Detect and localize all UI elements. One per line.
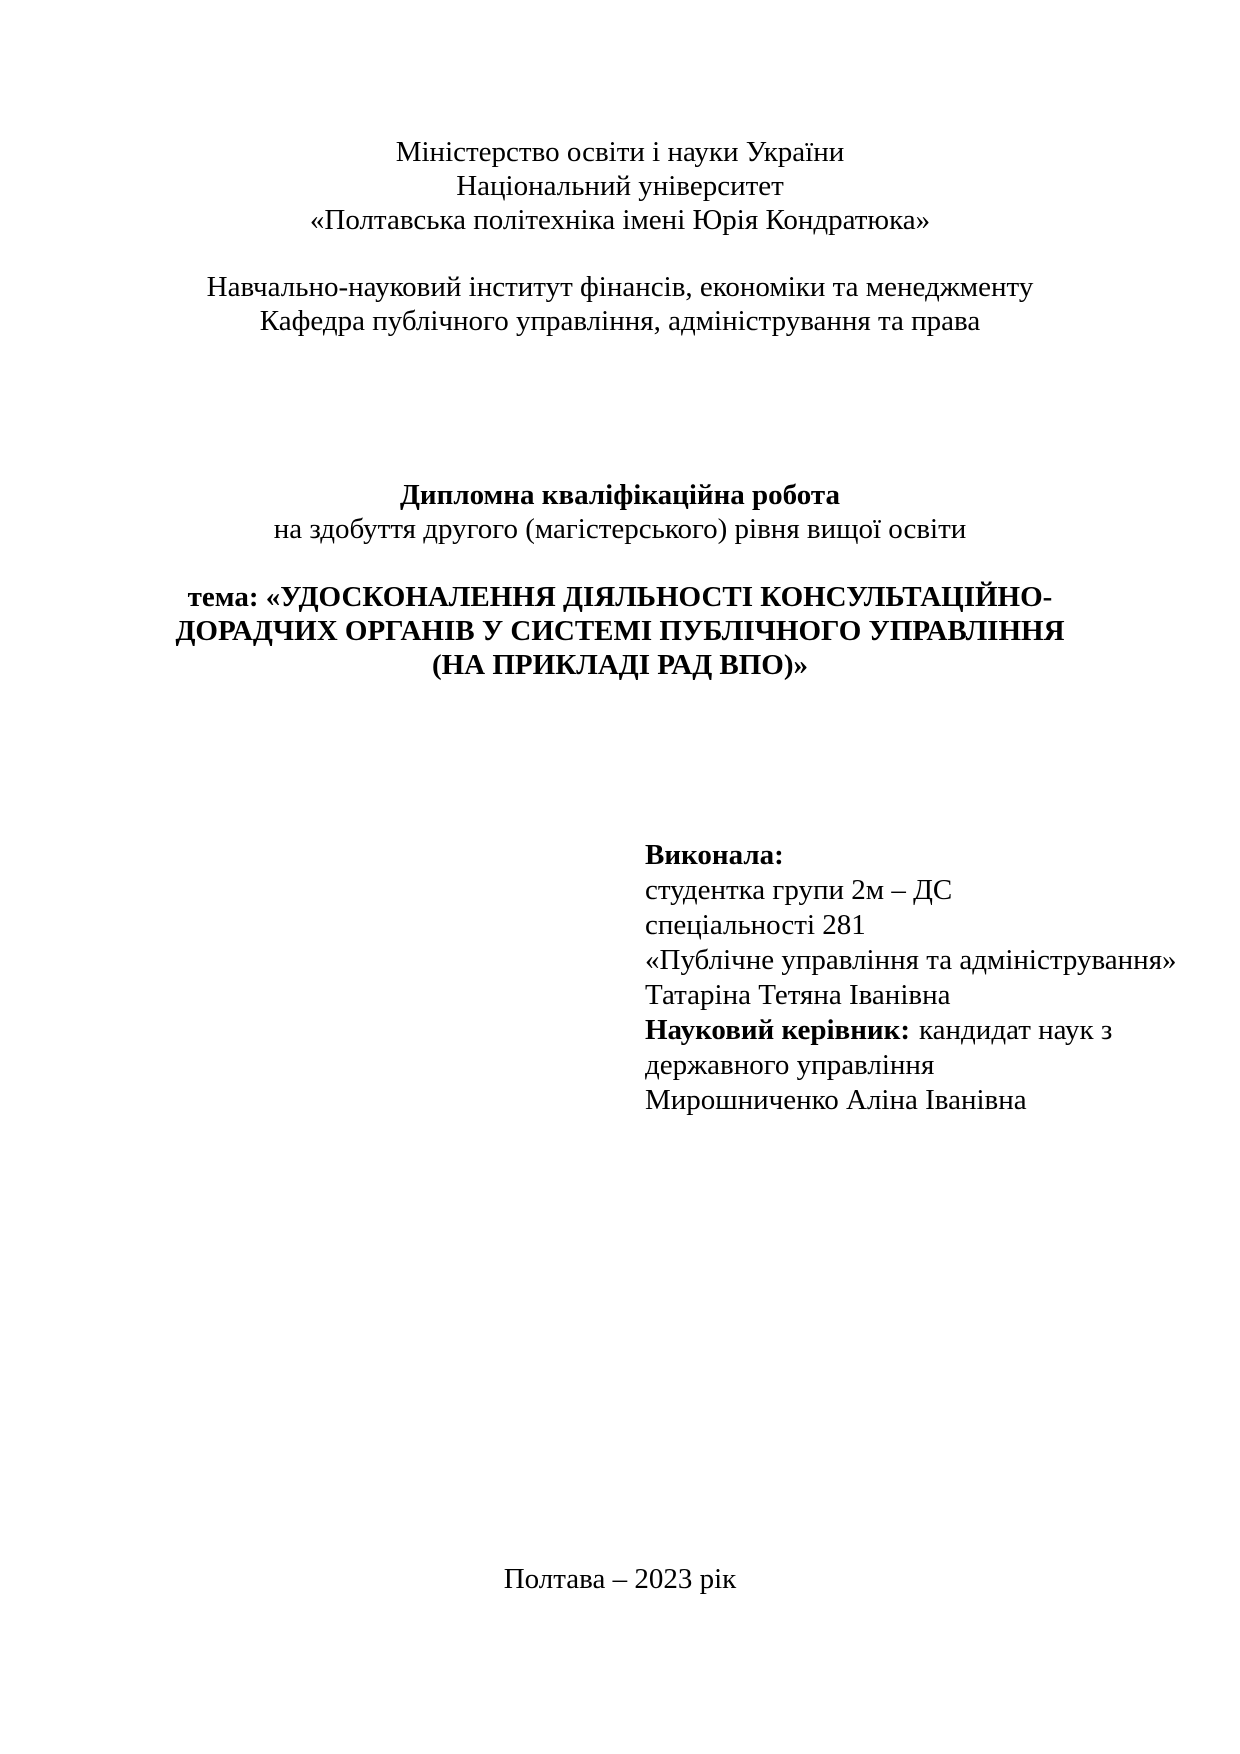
supervisor-degree-line1: кандидат наук з xyxy=(919,1014,1113,1046)
executor-specialty-name: «Публічне управління та адміністрування» xyxy=(645,944,1177,976)
theme-line-3: (НА ПРИКЛАДІ РАД ВПО)» xyxy=(431,649,809,681)
executor-name: Татаріна Тетяна Іванівна xyxy=(645,979,951,1011)
executor-label: Виконала: xyxy=(645,839,784,871)
supervisor-line xyxy=(645,1013,1205,1048)
executor-block xyxy=(645,838,1205,1118)
ministry-line: Міністерство освіти і науки України xyxy=(395,136,845,168)
work-type-block xyxy=(0,478,1240,546)
institute-block xyxy=(0,270,1240,338)
supervisor-degree-line2: державного управління xyxy=(645,1049,935,1081)
supervisor-name: Мирошниченко Аліна Іванівна xyxy=(645,1084,1027,1116)
header-block xyxy=(0,135,1240,237)
theme-line-1: тема: «УДОСКОНАЛЕННЯ ДІЯЛЬНОСТІ КОНСУЛЬТАЦІЙНО- xyxy=(187,581,1053,613)
city-year-line: Полтава – 2023 рік xyxy=(503,1563,737,1595)
work-type-title: Дипломна кваліфікаційна робота xyxy=(399,479,841,511)
department-line: Кафедра публічного управління, адміністрування та права xyxy=(259,305,981,337)
theme-line-2: ДОРАДЧИХ ОРГАНІВ У СИСТЕМІ ПУБЛІЧНОГО УПРАВЛІННЯ xyxy=(175,615,1065,647)
university-name-line1: Національний університет xyxy=(456,170,784,202)
work-degree-subtitle: на здобуття другого (магістерського) рівня вищої освіти xyxy=(273,513,967,545)
theme-block xyxy=(0,580,1240,682)
institute-line: Навчально-науковий інститут фінансів, економіки та менеджменту xyxy=(206,271,1034,303)
footer-block xyxy=(0,1562,1240,1596)
executor-specialty-number: спеціальності 281 xyxy=(645,909,866,941)
university-name-line2: «Полтавська політехніка імені Юрія Кондратюка» xyxy=(309,204,931,236)
executor-group-line: студентка групи 2м – ДС xyxy=(645,874,953,906)
supervisor-label: Науковий керівник: xyxy=(645,1014,911,1046)
